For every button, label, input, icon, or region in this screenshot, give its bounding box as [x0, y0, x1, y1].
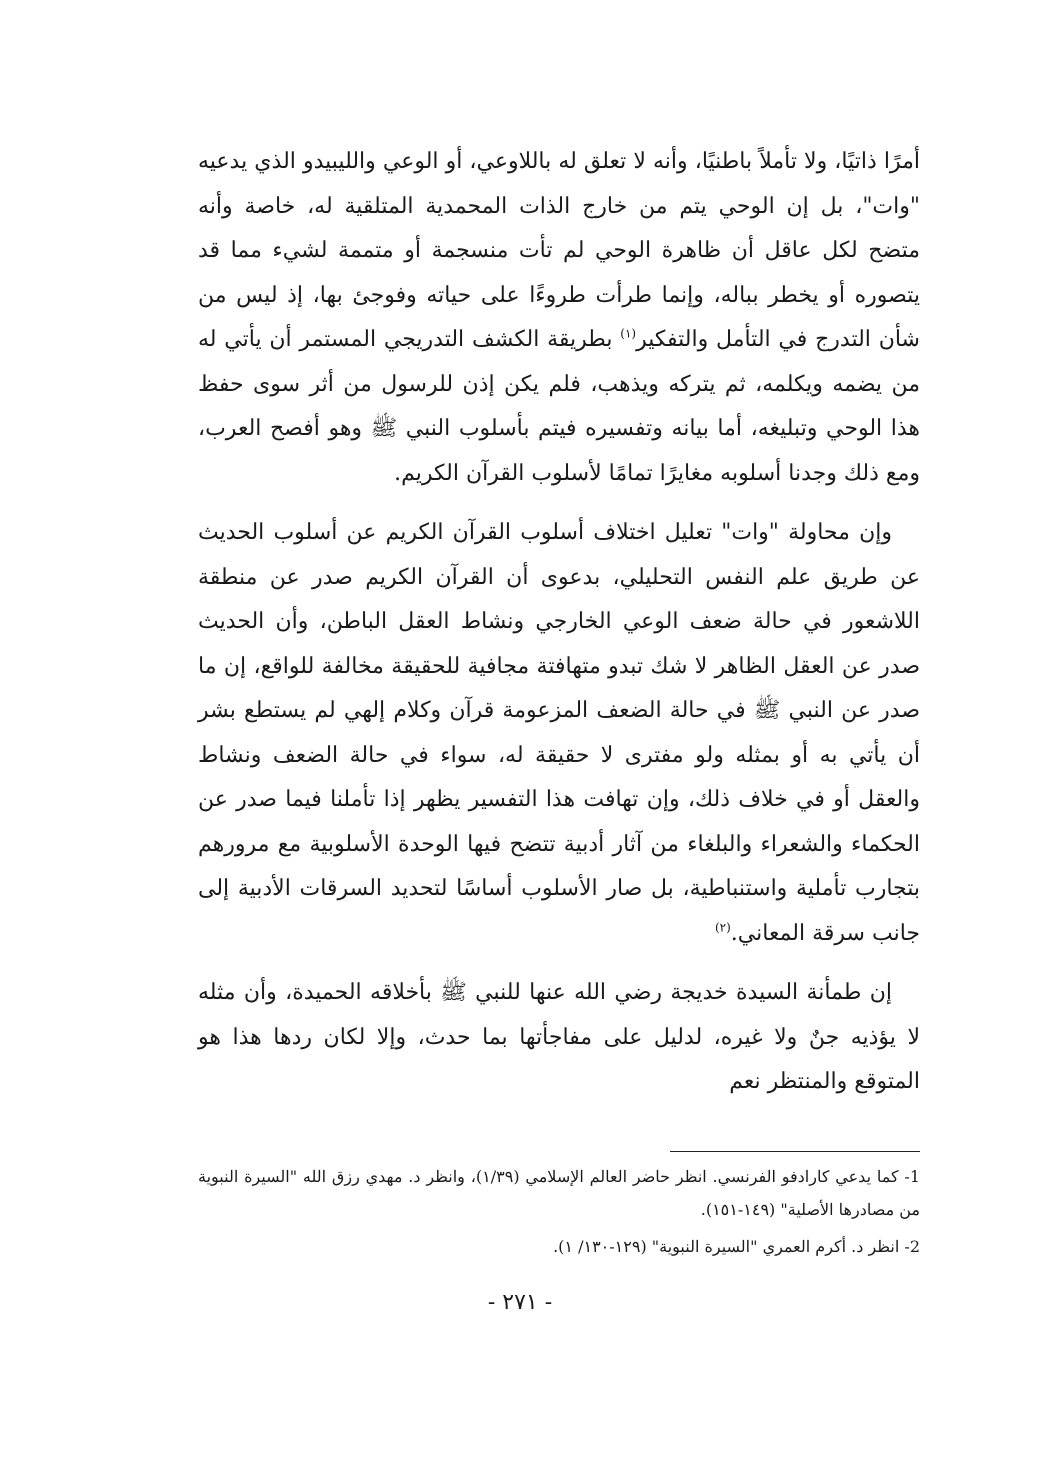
paragraph-2	[198, 511, 920, 956]
page-number: - ٢٧١ -	[487, 1290, 553, 1315]
paragraph-3: إن طمأنة السيدة خديجة رضي الله عنها للنبي ﷺ بأخلاقه الحميدة، وأن مثله لا يؤذيه جنٌ ولا غيره، لدليل على مفاجأتها بما حدث، وإلا لكان ردها هذا هو المتوقع والمنتظر نعم	[198, 980, 920, 1094]
paragraph-1-text: أمرًا ذاتيًا، ولا تأملاً باطنيًا، وأنه لا تعلق له باللاوعي، أو الوعي والليبيدو الذي يدعيه "وات"، بل إن الوحي يتم من خارج الذات المحمدية المتلقية له، خاصة وأنه متضح لكل عاقل أن ظاهرة الوحي لم تأت منسجمة أو متممة لشيء مما قد يتصوره أو يخطر بباله، وإنما طرأت طروءًا على حياته وفوجئ بها، إذ ليس من شأن التدرج في التأمل والتفكير	[198, 149, 920, 352]
main-text	[198, 140, 920, 1120]
paragraph-2-text: وإن محاولة "وات" تعليل اختلاف أسلوب القرآن الكريم عن أسلوب الحديث عن طريق علم النفس التحليلي، بدعوى أن القرآن الكريم صدر عن منطقة اللاشعور في حالة ضعف الوعي الخارجي ونشاط العقل الباطن، وأن الحديث صدر عن العقل الظاهر لا شك تبدو متهافتة مجافية للحقيقة مخالفة للواقع، إن ما صدر عن النبي ﷺ في حالة الضعف المزعومة قرآن وكلام إلهي لم يستطع بشر أن يأتي به أو بمثله ولو مفترى لا حقيقة له، سواء في حالة الضعف ونشاط والعقل أو في خلاف ذلك، وإن تهافت هذا التفسير يظهر إذا تأملنا فيما صدر عن الحكماء والشعراء والبلغاء من آثار أدبية تتضح فيها الوحدة الأسلوبية مع مرورهم بتجارب تأملية واستنباطية، بل صار الأسلوب أساسًا لتحديد السرقات الأدبية إلى جانب سرقة المعاني.	[198, 520, 920, 946]
paragraph-1-continuation: بطريقة الكشف التدريجي المستمر أن يأتي له من يضمه ويكلمه، ثم يتركه ويذهب، فلم يكن إذن للرسول من أثر سوى حفظ هذا الوحي وتبليغه، أما بيانه وتفسيره فيتم بأسلوب النبي ﷺ وهو أفصح العرب، ومع ذلك وجدنا أسلوبه مغايرًا تمامًا لأسلوب القرآن الكريم.	[198, 327, 920, 486]
paragraph-1	[198, 140, 920, 496]
footnotes	[198, 1160, 920, 1267]
footnote-separator	[670, 1151, 920, 1152]
footnote-2: 2- انظر د. أكرم العمري "السيرة النبوية" (١٢٩-١٣٠/ ١).	[553, 1237, 920, 1256]
footnote-ref-2[interactable]: (٢)	[714, 920, 731, 935]
footnote-ref-1[interactable]: (١)	[620, 326, 637, 341]
footnote-1: 1- كما يدعي كارادفو الفرنسي. انظر حاضر العالم الإسلامي (١/٣٩)، وانظر د. مهدي رزق الله "السيرة النبوية من مصادرها الأصلية" (١٤٩-١٥١).	[198, 1167, 920, 1219]
